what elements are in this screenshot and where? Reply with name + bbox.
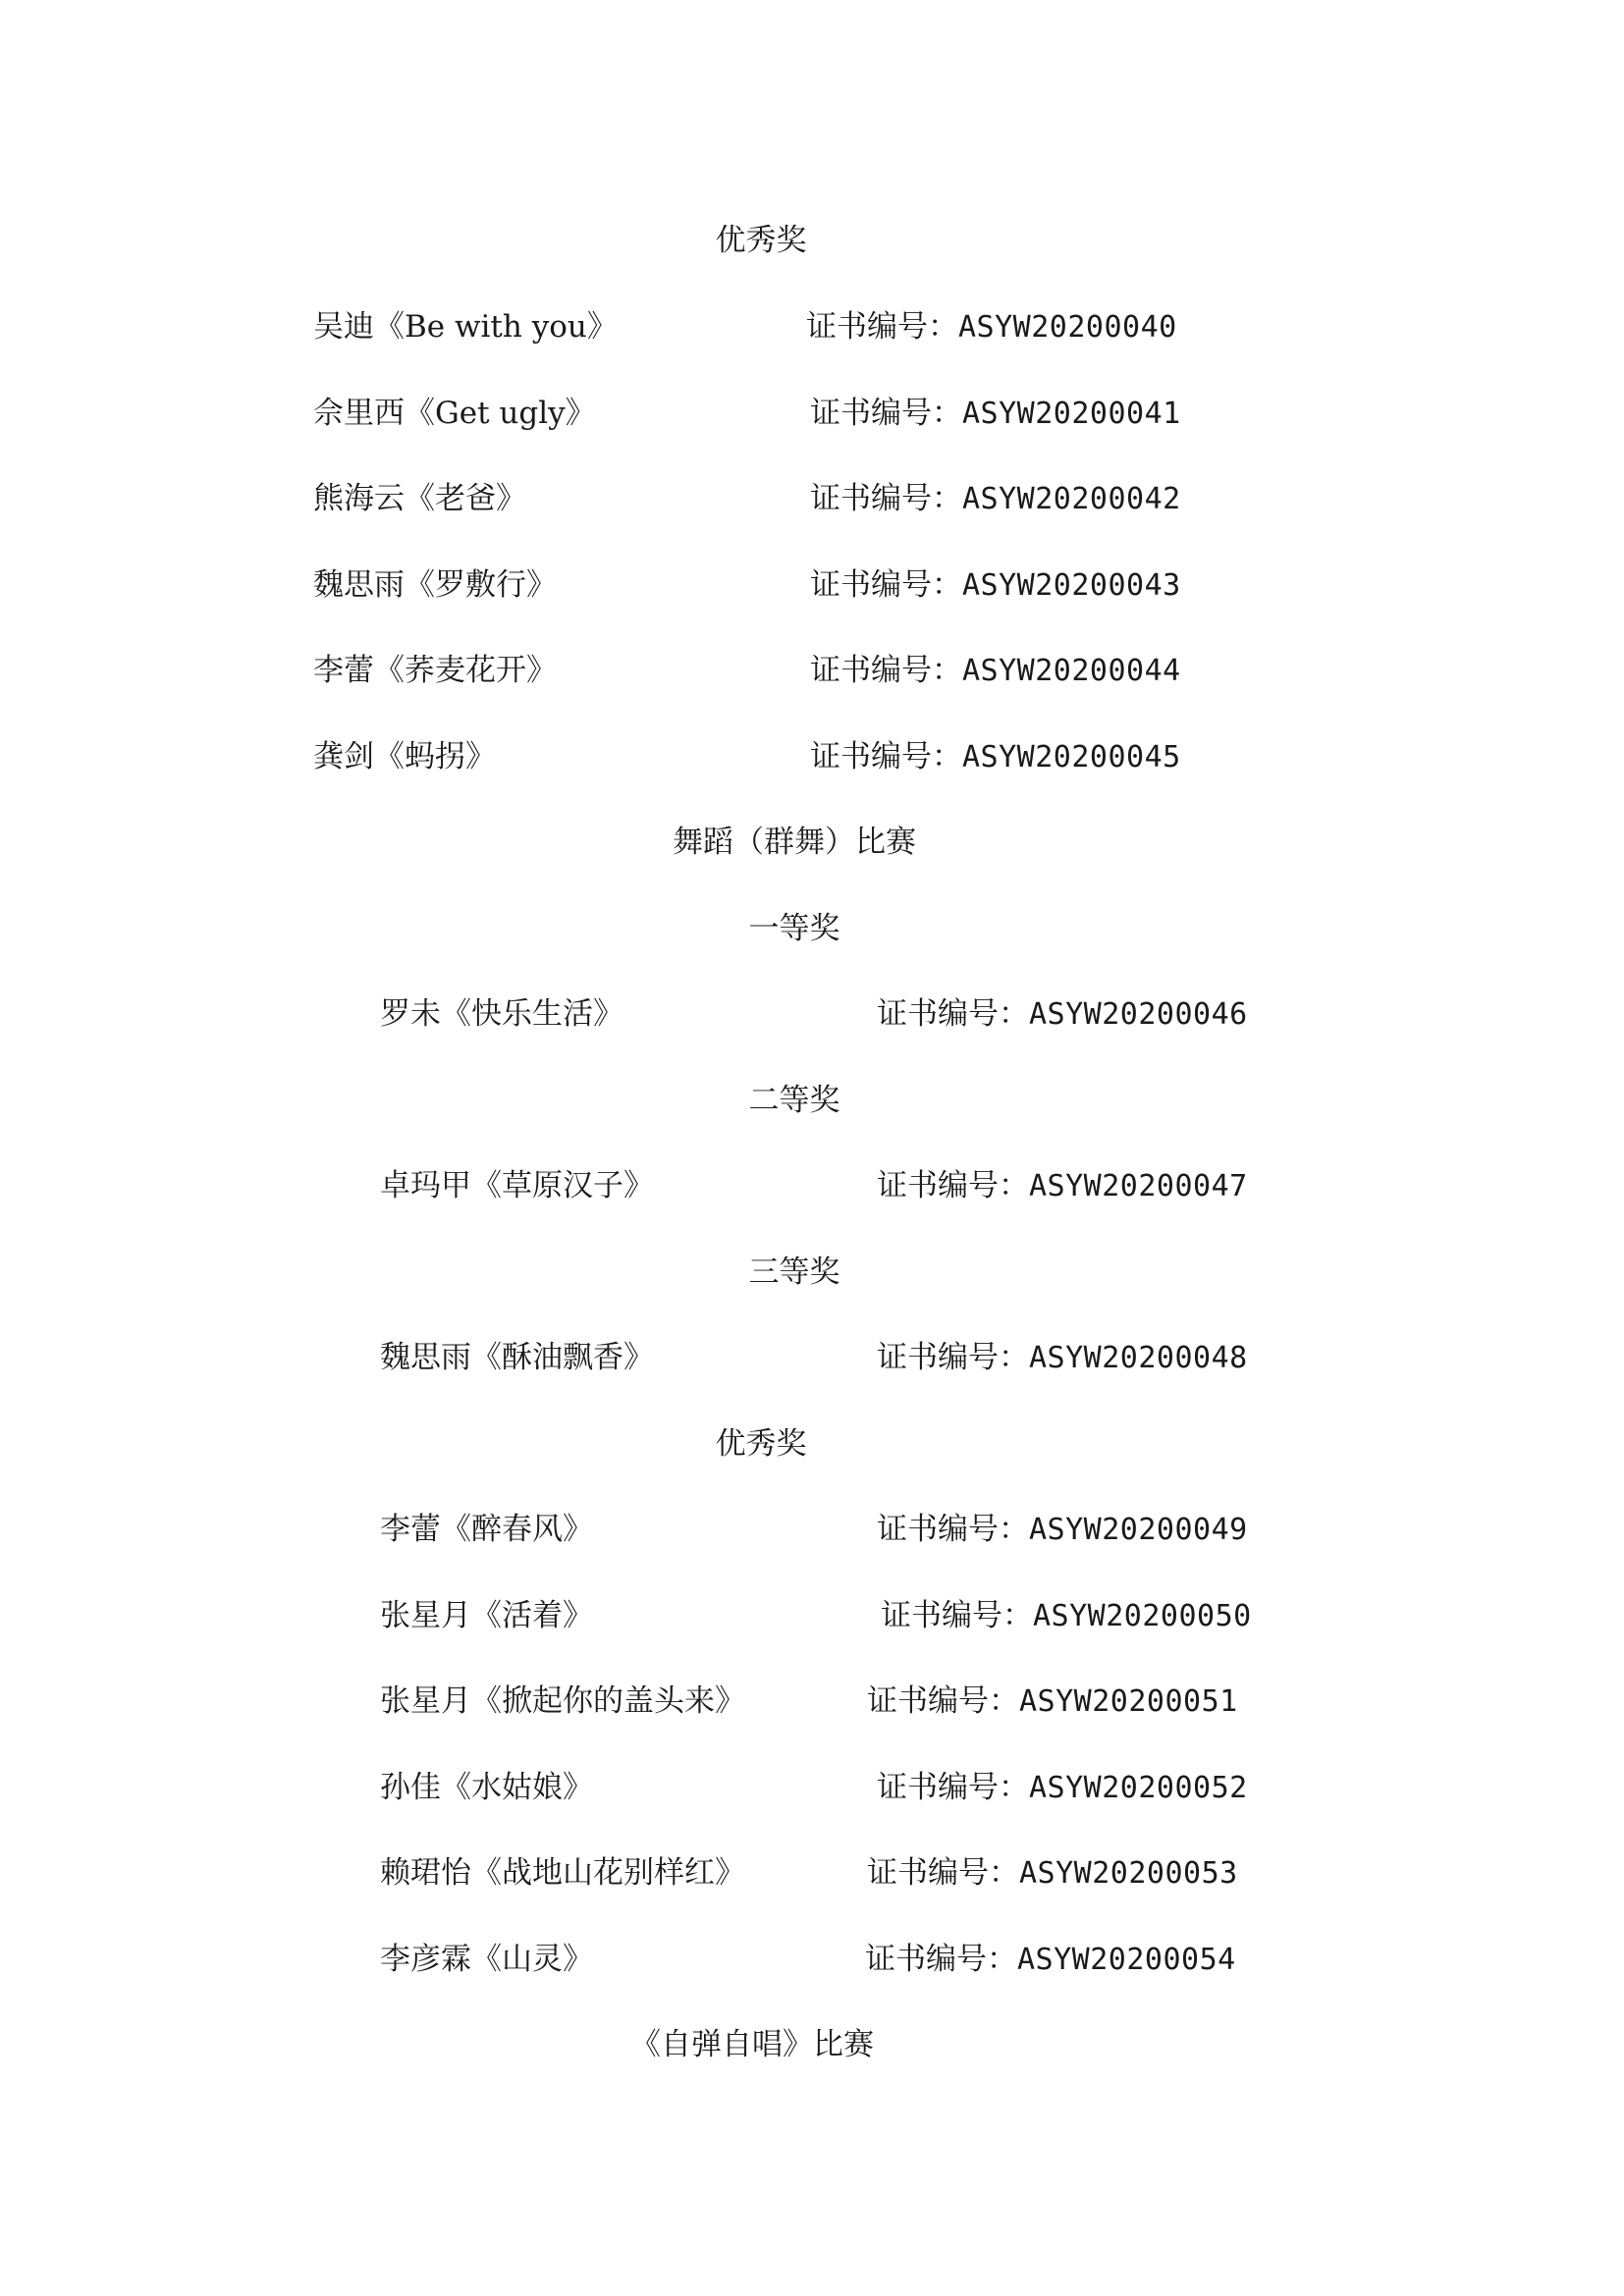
award-entry (380, 1592, 1362, 1639)
cert-code: ASYW20200051 (1019, 1684, 1238, 1719)
cert-code: ASYW20200040 (958, 310, 1177, 345)
cert-label: 证书编号： (867, 1683, 1019, 1719)
certificate-number (810, 390, 1181, 438)
section-heading-first-prize: 一等奖 (748, 911, 840, 946)
section-heading-second-prize: 二等奖 (748, 1083, 840, 1118)
competition-heading-singing: 《自弹自唱》比赛 (630, 2027, 874, 2062)
certificate-number (810, 475, 1181, 523)
cert-code: ASYW20200047 (1029, 1169, 1248, 1203)
section-heading-excellence: 优秀奖 (715, 1426, 807, 1462)
certificate-number (877, 1334, 1248, 1382)
award-entry (380, 1849, 1362, 1896)
section-heading-excellence: 优秀奖 (715, 223, 807, 258)
cert-code: ASYW20200053 (1019, 1856, 1238, 1891)
cert-code: ASYW20200048 (1029, 1341, 1248, 1375)
certificate-number (806, 303, 1177, 351)
cert-label: 证书编号： (877, 1512, 1029, 1547)
entry-name: 李蕾《荞麦花开》 (313, 653, 557, 688)
certificate-number (810, 733, 1181, 781)
entry-name: 赖珺怡《战地山花别样红》 (380, 1855, 745, 1891)
award-entry (380, 1334, 1362, 1381)
certificate-number (877, 1162, 1248, 1210)
award-entry (313, 561, 1295, 609)
cert-label: 证书编号： (810, 739, 962, 774)
cert-label: 证书编号： (806, 309, 958, 345)
cert-code: ASYW20200049 (1029, 1513, 1248, 1547)
cert-label: 证书编号： (810, 653, 962, 688)
cert-code: ASYW20200054 (1017, 1943, 1236, 1977)
entry-name: 李蕾《醉春风》 (380, 1512, 593, 1547)
certificate-number (810, 561, 1181, 610)
award-entry (313, 475, 1295, 522)
cert-code: ASYW20200041 (962, 397, 1181, 431)
award-entry (380, 1678, 1362, 1725)
cert-code: ASYW20200046 (1029, 997, 1248, 1032)
certificate-number (877, 990, 1248, 1039)
cert-code: ASYW20200042 (962, 482, 1181, 516)
cert-label: 证书编号： (810, 567, 962, 603)
cert-code: ASYW20200043 (962, 568, 1181, 603)
cert-code: ASYW20200045 (962, 740, 1181, 774)
cert-label: 证书编号： (865, 1942, 1017, 1977)
certificate-number (877, 1506, 1248, 1554)
entry-name: 张星月《活着》 (380, 1598, 593, 1633)
certificate-number (867, 1849, 1238, 1897)
cert-label: 证书编号： (877, 1168, 1029, 1203)
entry-name: 李彦霖《山灵》 (380, 1942, 593, 1977)
award-entry (313, 390, 1295, 437)
competition-heading-dance: 舞蹈（群舞）比赛 (673, 825, 916, 860)
award-entry (313, 647, 1295, 694)
entry-name: 佘里西《Get ugly》 (313, 396, 596, 431)
award-entry (313, 733, 1295, 780)
certificate-number (865, 1936, 1236, 1984)
cert-label: 证书编号： (810, 481, 962, 516)
award-entry (380, 1162, 1362, 1209)
award-entry (380, 990, 1362, 1038)
cert-label: 证书编号： (810, 396, 962, 431)
certificate-number (881, 1592, 1252, 1640)
cert-code: ASYW20200044 (962, 654, 1181, 688)
award-entry (380, 1936, 1362, 1983)
section-heading-third-prize: 三等奖 (748, 1255, 840, 1290)
entry-name: 张星月《掀起你的盖头来》 (380, 1683, 745, 1719)
certificate-number (810, 647, 1181, 695)
award-entry (313, 303, 1295, 350)
entry-name: 吴迪《Be with you》 (313, 309, 618, 345)
cert-label: 证书编号： (877, 996, 1029, 1032)
entry-name: 卓玛甲《草原汉子》 (380, 1168, 654, 1203)
certificate-number (877, 1764, 1248, 1812)
entry-name: 龚剑《蚂拐》 (313, 739, 496, 774)
cert-code: ASYW20200050 (1033, 1599, 1252, 1633)
cert-label: 证书编号： (867, 1855, 1019, 1891)
cert-label: 证书编号： (881, 1598, 1033, 1633)
entry-name: 罗未《快乐生活》 (380, 996, 623, 1032)
award-entry (380, 1764, 1362, 1811)
entry-name: 魏思雨《罗敷行》 (313, 567, 557, 603)
cert-label: 证书编号： (877, 1770, 1029, 1805)
cert-code: ASYW20200052 (1029, 1771, 1248, 1805)
award-entry (380, 1506, 1362, 1553)
entry-name: 魏思雨《酥油飘香》 (380, 1340, 654, 1375)
entry-name: 孙佳《水姑娘》 (380, 1770, 593, 1805)
cert-label: 证书编号： (877, 1340, 1029, 1375)
certificate-number (867, 1678, 1238, 1726)
entry-name: 熊海云《老爸》 (313, 481, 526, 516)
